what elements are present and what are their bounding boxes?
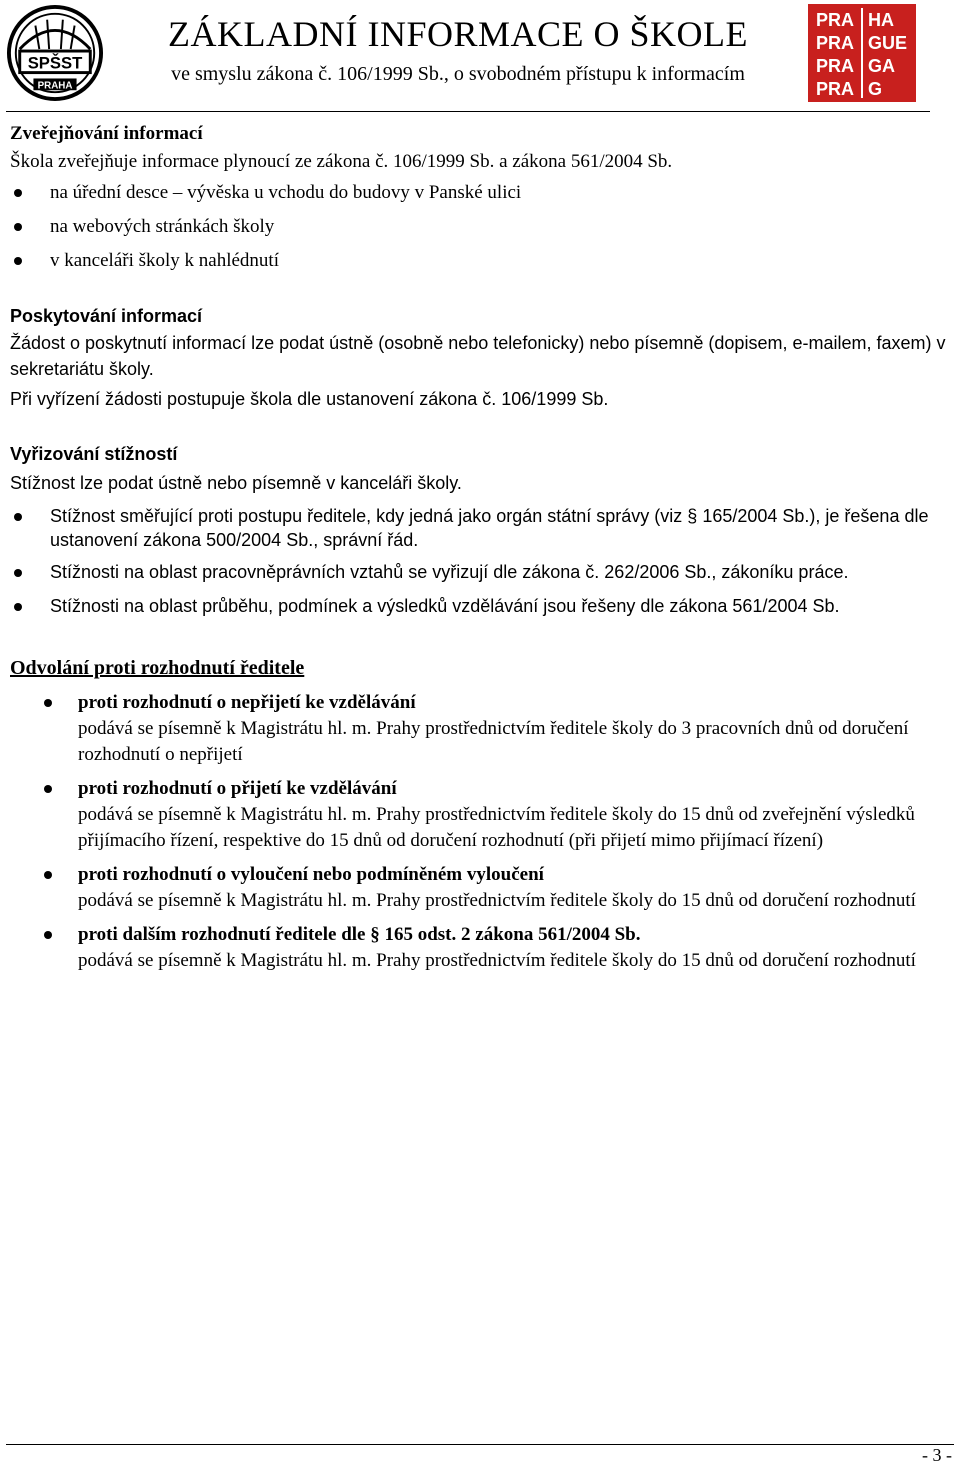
list-item-text: podává se písemně k Magistrátu hl. m. Prahy prostřednictvím ředitele školy do 15 dnů od doručení rozhodnutí xyxy=(78,950,916,971)
section-complaints xyxy=(10,440,954,618)
section-information xyxy=(10,302,954,412)
bullet-icon xyxy=(44,699,52,707)
list-item xyxy=(10,244,954,278)
svg-text:GA: GA xyxy=(868,56,895,76)
list-item xyxy=(10,776,954,854)
list-item xyxy=(10,176,954,210)
bullet-icon xyxy=(44,871,52,879)
list-item-text: podává se písemně k Magistrátu hl. m. Prahy prostřednictvím ředitele školy do 15 dnů od zveřejnění výsledků přijímacího řízení, respektive do 15 dnů od doručení rozhodnutí (při přijetí mimo přijímací řízení) xyxy=(78,804,915,851)
svg-text:PRA: PRA xyxy=(816,33,855,53)
list-item-title: proti rozhodnutí o přijetí ke vzdělávání xyxy=(78,778,397,799)
list-item-title: proti rozhodnutí o nepřijetí ke vzdělávání xyxy=(78,692,416,713)
list-item-text: na webových stránkách školy xyxy=(50,216,275,237)
section-heading: Zveřejňování informací xyxy=(10,123,203,144)
list-item xyxy=(10,922,954,974)
bullet-list xyxy=(10,504,954,618)
document-body xyxy=(10,116,954,974)
svg-text:PRA: PRA xyxy=(816,56,855,76)
list-item-title: proti dalším rozhodnutí ředitele dle § 165 odst. 2 zákona 561/2004 Sb. xyxy=(78,924,641,945)
svg-text:PRA: PRA xyxy=(816,79,855,99)
section-heading: Poskytování informací xyxy=(10,306,203,326)
paragraph: Žádost o poskytnutí informací lze podat ústně (osobně nebo telefonicky) nebo písemně (dopisem, e-mailem, faxem) v sekretariátu školy. xyxy=(10,333,946,379)
bullet-icon xyxy=(44,785,52,793)
list-item xyxy=(10,560,954,584)
svg-text:HA: HA xyxy=(868,10,894,30)
svg-text:PRAHA: PRAHA xyxy=(37,80,73,92)
svg-text:SPŠST: SPŠST xyxy=(27,53,83,73)
list-item xyxy=(10,210,954,244)
list-item xyxy=(10,690,954,768)
section-appeals xyxy=(10,654,954,974)
page-number: - 3 - xyxy=(922,1445,952,1465)
list-item-title: proti rozhodnutí o vyloučení nebo podmíněném vyloučení xyxy=(78,864,544,885)
section-heading: Vyřizování stížností xyxy=(10,444,178,464)
list-item xyxy=(10,504,954,552)
list-item xyxy=(10,862,954,914)
list-item-text: na úřední desce – vývěska u vchodu do budovy v Panské ulici xyxy=(50,182,522,203)
paragraph: Škola zveřejňuje informace plynoucí ze zákona č. 106/1999 Sb. a zákona 561/2004 Sb. xyxy=(10,151,673,172)
list-item-text: podává se písemně k Magistrátu hl. m. Prahy prostřednictvím ředitele školy do 3 pracovních dnů od doručení rozhodnutí o nepřijetí xyxy=(78,718,909,765)
svg-text:G: G xyxy=(868,79,883,99)
list-item xyxy=(10,594,954,618)
list-item-text: v kanceláři školy k nahlédnutí xyxy=(50,250,279,271)
bullet-icon xyxy=(14,513,22,521)
bullet-list xyxy=(10,176,954,278)
section-heading: Odvolání proti rozhodnutí ředitele xyxy=(10,657,305,679)
header-divider xyxy=(6,111,930,112)
paragraph: Při vyřízení žádosti postupuje škola dle ustanovení zákona č. 106/1999 Sb. xyxy=(10,389,609,409)
praha-logo xyxy=(808,4,916,102)
bullet-list xyxy=(10,690,954,974)
page-title: ZÁKLADNÍ INFORMACE O ŠKOLE xyxy=(168,14,748,54)
svg-text:GUE: GUE xyxy=(868,33,908,53)
bullet-icon xyxy=(44,931,52,939)
page-header xyxy=(0,0,960,112)
bullet-icon xyxy=(14,569,22,577)
school-logo xyxy=(6,4,104,102)
list-item-text: podává se písemně k Magistrátu hl. m. Prahy prostřednictvím ředitele školy do 15 dnů od doručení rozhodnutí xyxy=(78,890,916,911)
bullet-icon xyxy=(14,189,22,197)
svg-text:PRA: PRA xyxy=(816,10,855,30)
bullet-icon xyxy=(14,257,22,265)
bullet-icon xyxy=(14,223,22,231)
bullet-icon xyxy=(14,603,22,611)
paragraph: Stížnost lze podat ústně nebo písemně v kanceláři školy. xyxy=(10,473,462,493)
list-item-text: Stížnosti na oblast průběhu, podmínek a výsledků vzdělávání jsou řešeny dle zákona 561/2004 Sb. xyxy=(50,596,840,616)
section-publishing xyxy=(10,120,954,278)
footer-divider xyxy=(6,1444,954,1445)
page-subtitle: ve smyslu zákona č. 106/1999 Sb., o svobodném přístupu k informacím xyxy=(171,63,745,85)
list-item-text: Stížnost směřující proti postupu ředitele, kdy jedná jako orgán státní správy (viz § 165/2004 Sb.), je řešena dle ustanovení zákona 500/2004 Sb., správní řád. xyxy=(50,506,929,550)
list-item-text: Stížnosti na oblast pracovněprávních vztahů se vyřizují dle zákona č. 262/2006 Sb., zákoníku práce. xyxy=(50,562,849,582)
